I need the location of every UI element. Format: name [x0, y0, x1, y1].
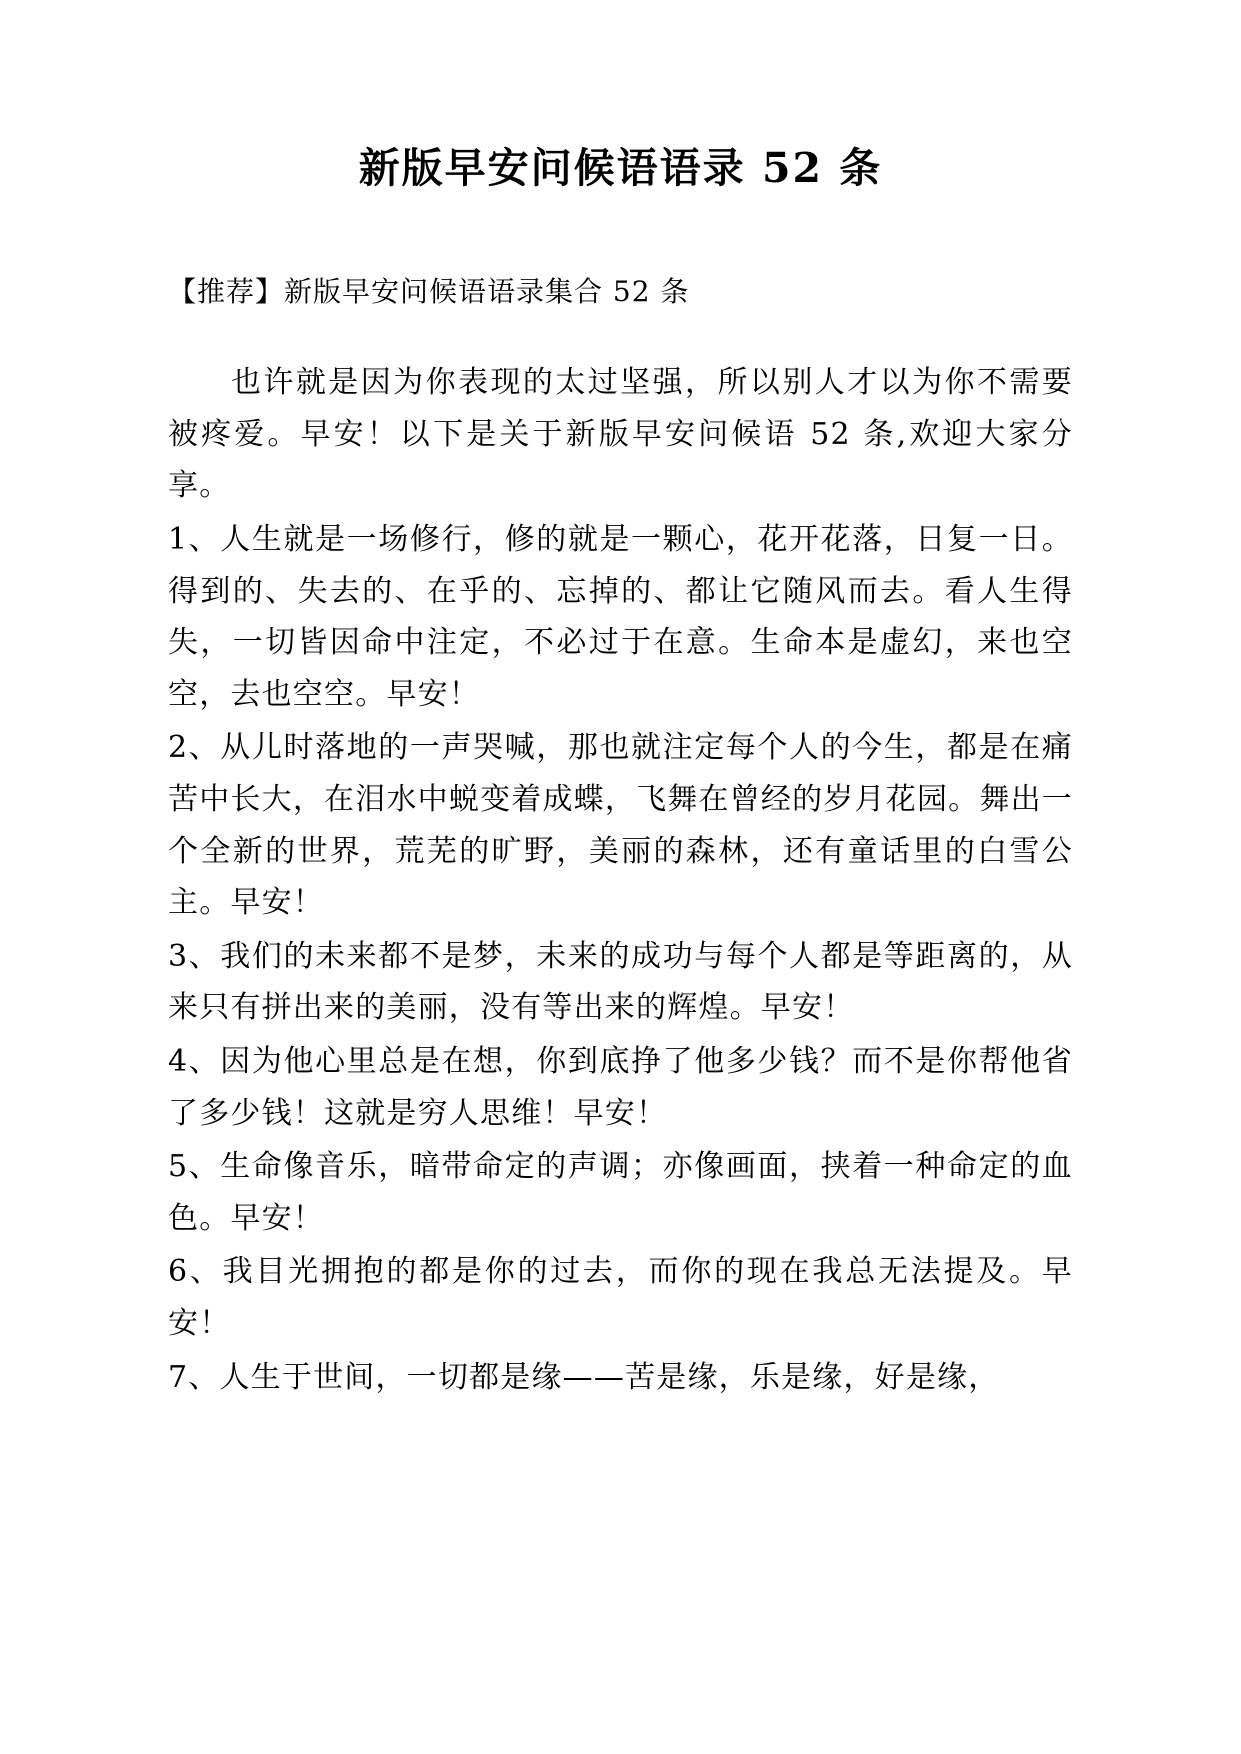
paragraph: 2、从儿时落地的一声哭喊，那也就注定每个人的今生，都是在痛苦中长大，在泪水中蜕变着成蝶，飞舞在曾经的岁月花园。舞出一个全新的世界，荒芜的旷野，美丽的森林，还有童话里的白雪公主。早安！: [168, 730, 1073, 921]
document-body: [168, 357, 1073, 1403]
paragraph: 5、生命像音乐，暗带命定的声调；亦像画面，挟着一种命定的血色。早安！: [168, 1149, 1073, 1236]
page-title: 新版早安问候语语录 52 条: [358, 144, 883, 192]
paragraph: 6、我目光拥抱的都是你的过去，而你的现在我总无法提及。早安！: [168, 1254, 1073, 1341]
paragraph: 1、人生就是一场修行，修的就是一颗心，花开花落，日复一日。得到的、失去的、在乎的、忘掉的、都让它随风而去。看人生得失，一切皆因命中注定，不必过于在意。生命本是虚幻，来也空空，去也空空。早安！: [168, 522, 1073, 712]
paragraph: 7、人生于世间，一切都是缘——苦是缘，乐是缘，好是缘，: [168, 1359, 1000, 1395]
paragraph: 4、因为他心里总是在想，你到底挣了他多少钱？而不是你帮他省了多少钱！这就是穷人思维！早安！: [168, 1044, 1073, 1131]
document-subtitle: 【推荐】新版早安问候语语录集合 52 条: [168, 275, 690, 309]
paragraph: 3、我们的未来都不是梦，未来的成功与每个人都是等距离的，从来只有拼出来的美丽，没有等出来的辉煌。早安！: [168, 938, 1073, 1026]
paragraph: 也许就是因为你表现的太过坚强，所以别人才以为你不需要被疼爱。早安！以下是关于新版早安问候语 52 条,欢迎大家分享。: [168, 365, 1073, 504]
